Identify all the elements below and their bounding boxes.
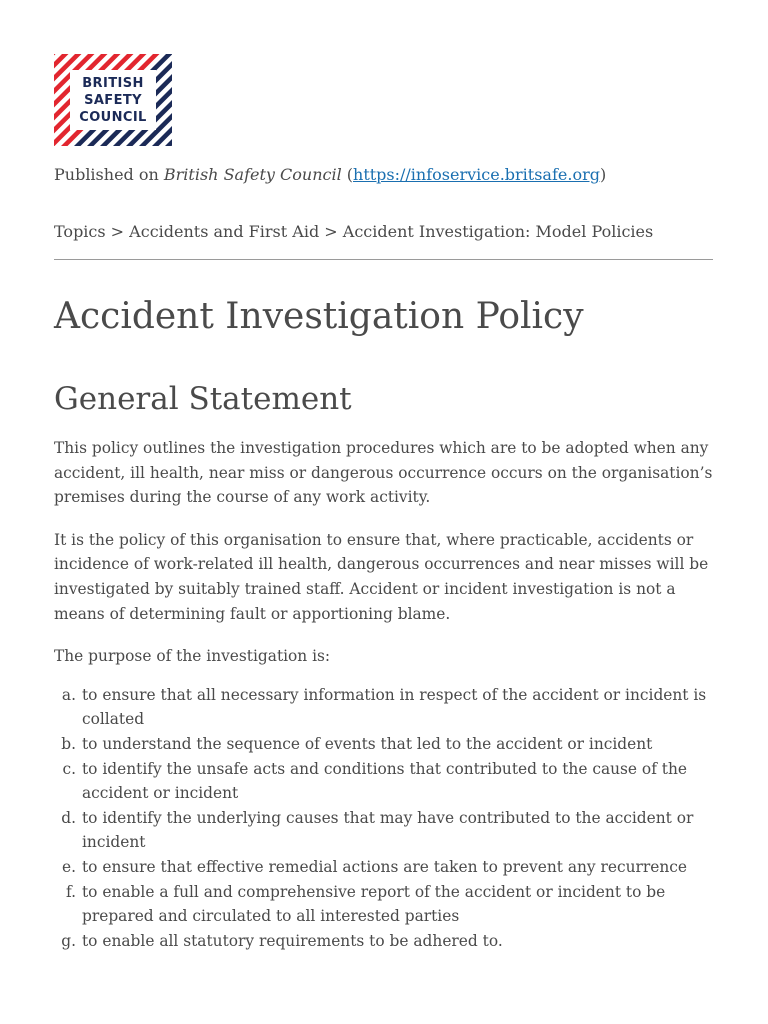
list-marker: d. xyxy=(61,808,76,827)
header-divider xyxy=(54,259,713,260)
list-marker: e. xyxy=(61,857,76,876)
list-item-text: to ensure that effective remedial actions are taken to prevent any recurrence xyxy=(82,857,687,876)
policy-body xyxy=(54,436,719,953)
source-url-link[interactable]: https://infoservice.britsafe.org xyxy=(353,165,600,184)
list-item xyxy=(54,732,719,757)
paragraph-policy: It is the policy of this organisation to ensure that, where practicable, accidents or incidence of work-related ill health, dangerous occurrences and near misses will be investigated by suitably trained staff. Accident or incident investigation is not a means of determining fault or apportioning blame. xyxy=(54,530,709,623)
logo-wordmark xyxy=(54,75,172,126)
british-safety-council-logo xyxy=(54,54,172,146)
list-item xyxy=(54,683,719,732)
published-close-paren: ) xyxy=(599,165,607,184)
purpose-list xyxy=(54,683,719,954)
list-item-text: to enable all statutory requirements to be adhered to. xyxy=(82,931,503,950)
list-marker: f. xyxy=(65,882,76,901)
published-source: British Safety Council xyxy=(163,165,342,184)
list-item xyxy=(54,929,719,954)
logo-line-council: COUNCIL xyxy=(79,110,147,125)
purpose-intro: The purpose of the investigation is: xyxy=(54,647,331,666)
list-item-text: to identify the unsafe acts and conditions that contributed to the cause of the accident or incident xyxy=(82,759,687,803)
list-item-text: to ensure that all necessary information in respect of the accident or incident is collated xyxy=(82,685,707,729)
list-marker: a. xyxy=(61,685,76,704)
breadcrumb: Topics > Accidents and First Aid > Accident Investigation: Model Policies xyxy=(54,222,654,241)
section-heading: General Statement xyxy=(54,381,352,417)
logo-line-safety: SAFETY xyxy=(84,93,142,108)
list-item xyxy=(54,880,719,929)
published-line xyxy=(54,165,606,185)
list-item xyxy=(54,757,719,806)
list-item-text: to understand the sequence of events that led to the accident or incident xyxy=(82,734,653,753)
list-marker: c. xyxy=(62,759,76,778)
paragraph-intro: This policy outlines the investigation procedures which are to be adopted when any accident, ill health, near miss or dangerous occurrence occurs on the organisation’s premises during the course of any work activity. xyxy=(54,439,713,507)
list-marker: g. xyxy=(61,931,76,950)
list-marker: b. xyxy=(61,734,76,753)
logo-line-british: BRITISH xyxy=(82,76,144,91)
published-open-paren: ( xyxy=(341,165,354,184)
list-item xyxy=(54,855,719,880)
published-prefix: Published on xyxy=(54,165,164,184)
list-item-text: to enable a full and comprehensive report of the accident or incident to be prepared and circulated to all interested parties xyxy=(82,882,666,926)
list-item xyxy=(54,806,719,855)
page-title: Accident Investigation Policy xyxy=(54,296,584,337)
list-item-text: to identify the underlying causes that may have contributed to the accident or incident xyxy=(82,808,694,852)
